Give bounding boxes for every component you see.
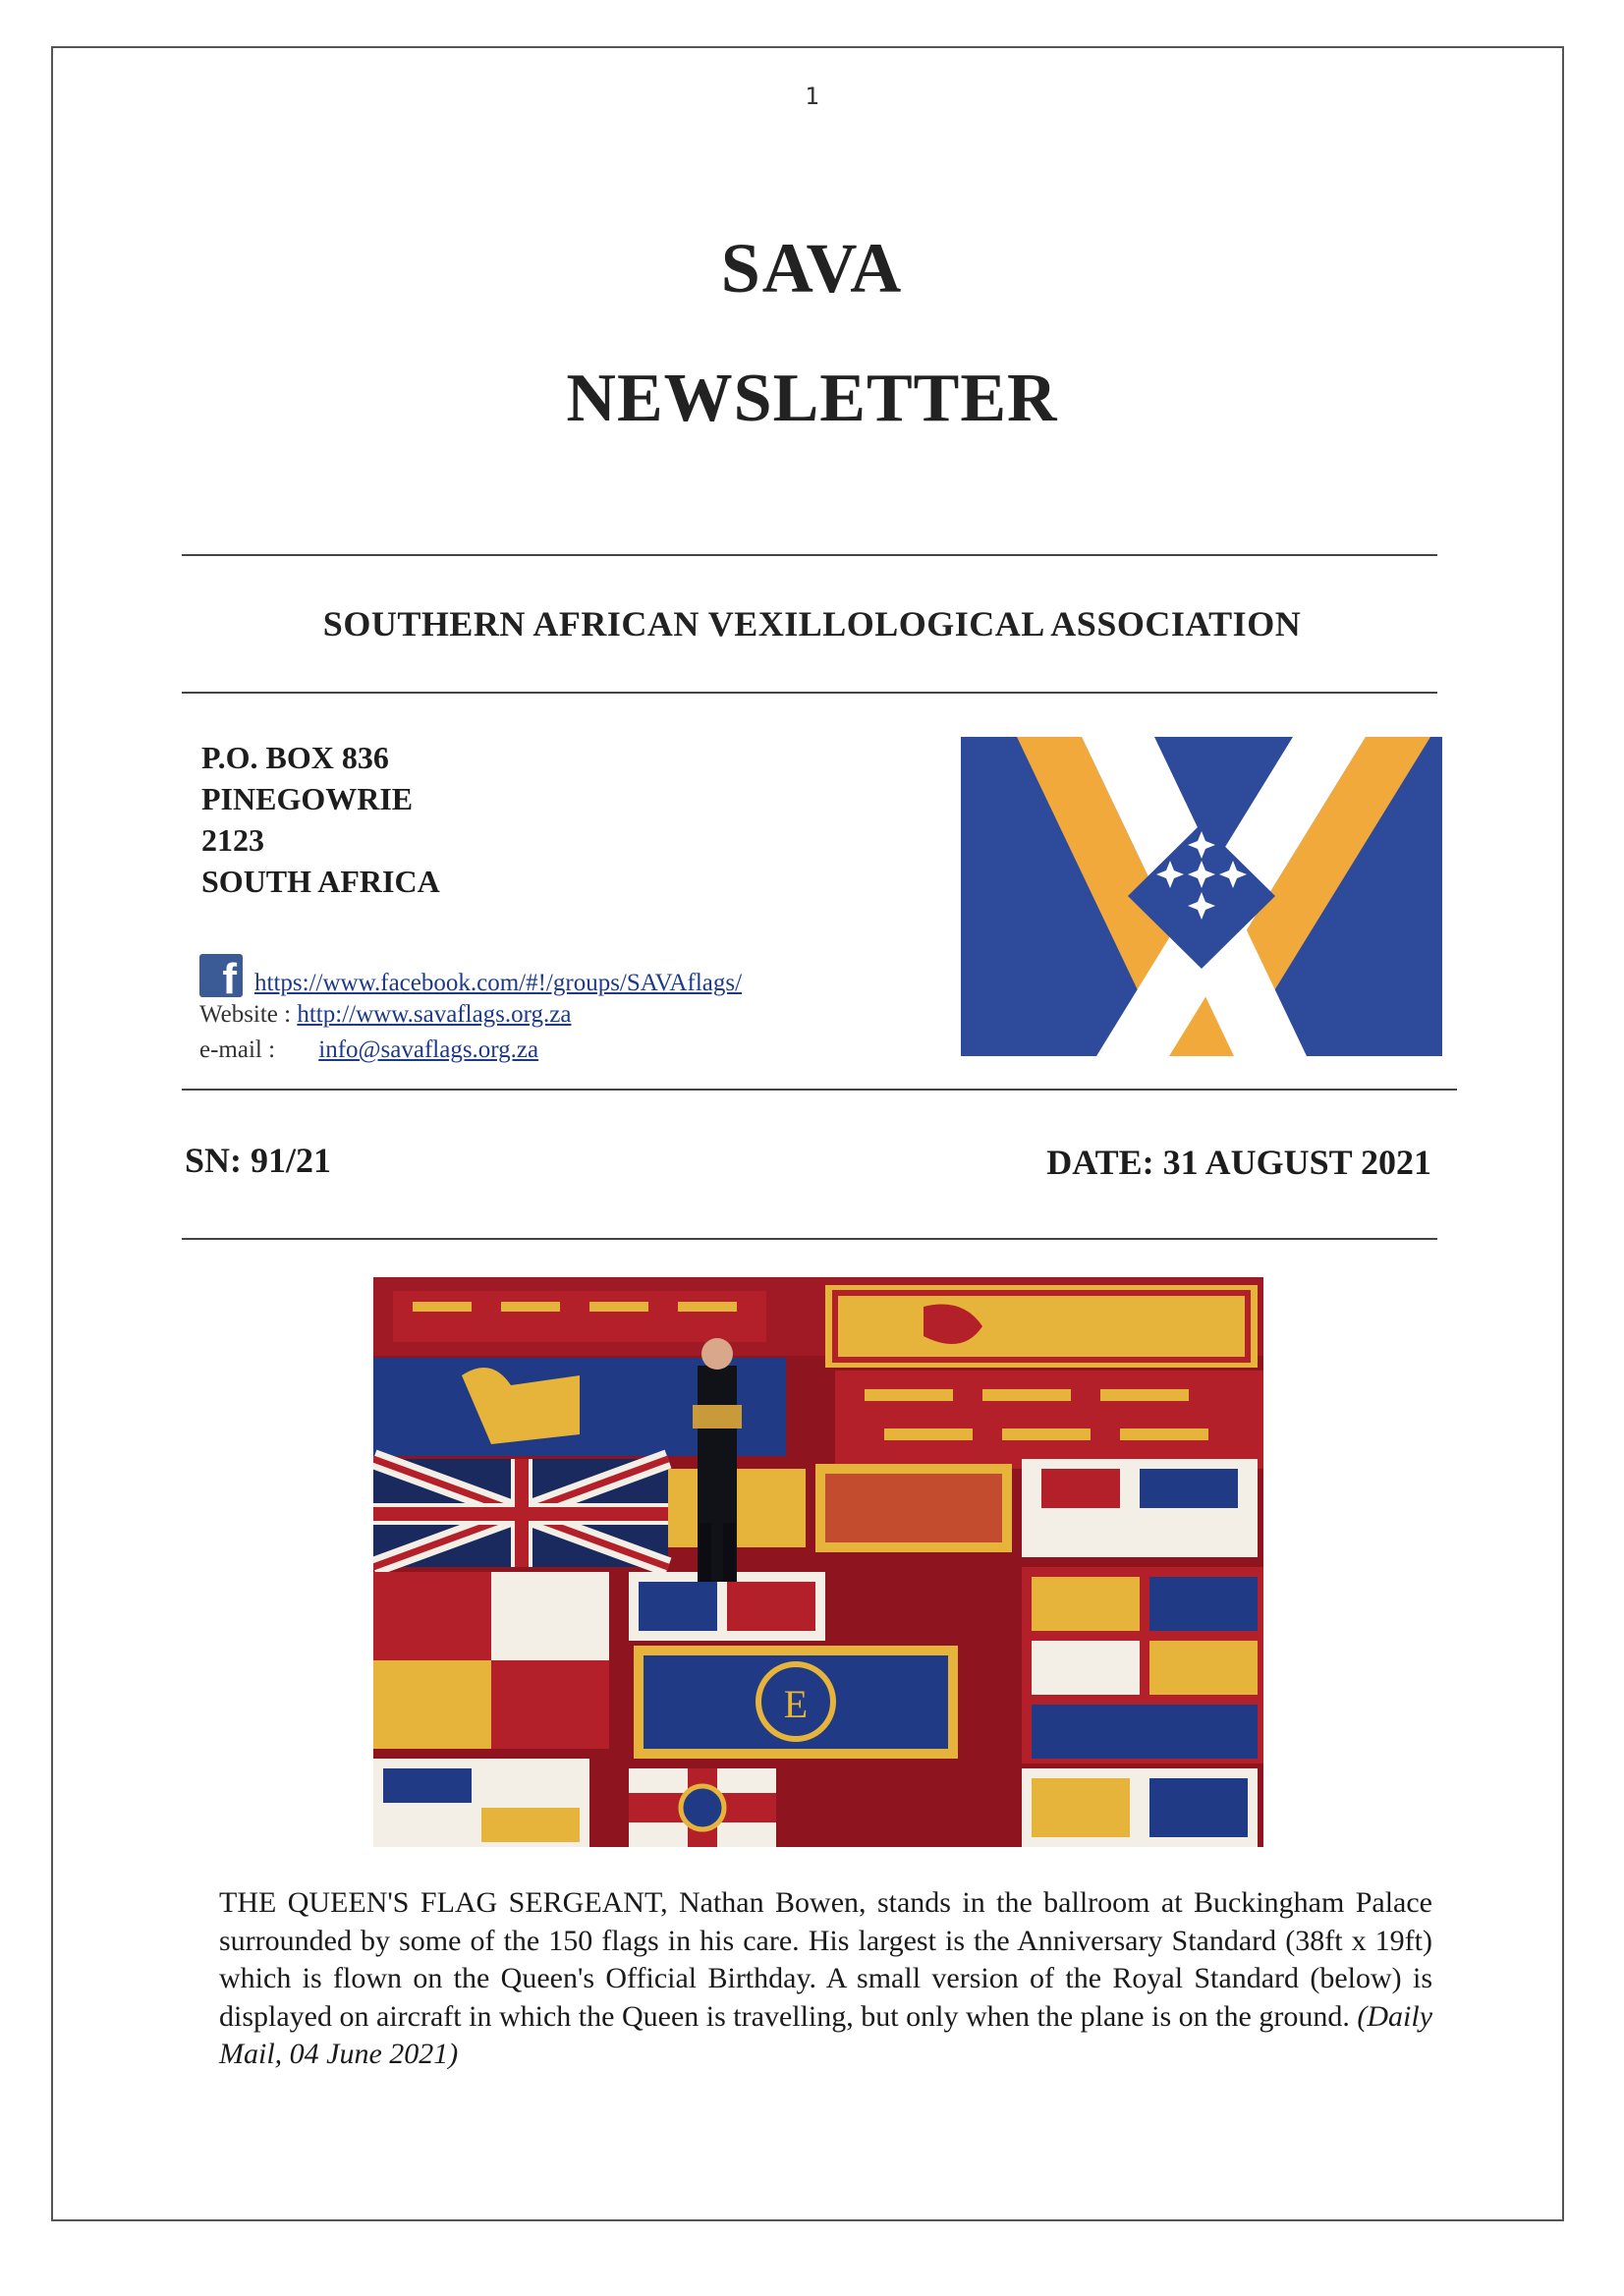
caption-body: Nathan Bowen, stands in the ballroom at Buckingham Palace surrounded by some of the 150 flags in his care. His largest is the Anniversary Standard (38ft x 19ft) which is flown on the Queen's Official Birthday. A small version of the Royal Standard (below) is displayed on aircraft in which the Queen is travelling, but only when the plane is on the ground.	[219, 1886, 1432, 2033]
postal-address	[201, 737, 440, 902]
divider	[182, 1238, 1437, 1240]
sava-flag-logo	[961, 737, 1442, 1056]
association-name: SOUTHERN AFRICAN VEXILLOLOGICAL ASSOCIATION	[322, 604, 1302, 644]
facebook-link[interactable]: https://www.facebook.com/#!/groups/SAVAflags/	[254, 970, 743, 996]
serial-number: SN: 91/21	[185, 1141, 332, 1180]
email-link[interactable]: info@savaflags.org.za	[318, 1036, 539, 1063]
email-row	[199, 1033, 742, 1068]
facebook-row	[199, 948, 743, 1003]
photo-caption	[219, 1884, 1432, 2074]
flag-lions	[393, 1291, 766, 1342]
issue-date: DATE: 31 AUGUST 2021	[1046, 1143, 1431, 1182]
website-label: Website :	[199, 1001, 292, 1028]
flag-lions-large	[835, 1371, 1263, 1469]
divider	[182, 692, 1437, 694]
newsletter-title-line-1: SAVA	[720, 229, 904, 308]
address-line: P.O. BOX 836	[201, 740, 389, 775]
flag-scotland-standard	[825, 1285, 1258, 1368]
svg-text:E: E	[783, 1682, 809, 1726]
page-number: 1	[805, 83, 819, 110]
flag-sergeant-photo	[373, 1277, 1263, 1847]
email-label: e-mail :	[199, 1036, 276, 1063]
divider	[182, 1089, 1457, 1091]
newsletter-title-line-2: NEWSLETTER	[566, 361, 1058, 436]
contact-details	[199, 948, 742, 1068]
flag-sergeant-figure	[693, 1338, 742, 1582]
facebook-icon[interactable]: f	[199, 954, 243, 997]
divider	[182, 554, 1437, 556]
caption-lead: THE QUEEN'S FLAG SERGEANT,	[219, 1886, 668, 1919]
address-line: PINEGOWRIE	[201, 781, 414, 816]
address-line: 2123	[201, 822, 264, 858]
address-line: SOUTH AFRICA	[201, 864, 440, 899]
website-row	[199, 997, 742, 1033]
photo-illustration	[373, 1277, 1263, 1847]
caption-source: (Daily Mail, 04 June 2021)	[219, 1999, 1433, 2070]
website-link[interactable]: http://www.savaflags.org.za	[297, 1001, 572, 1028]
